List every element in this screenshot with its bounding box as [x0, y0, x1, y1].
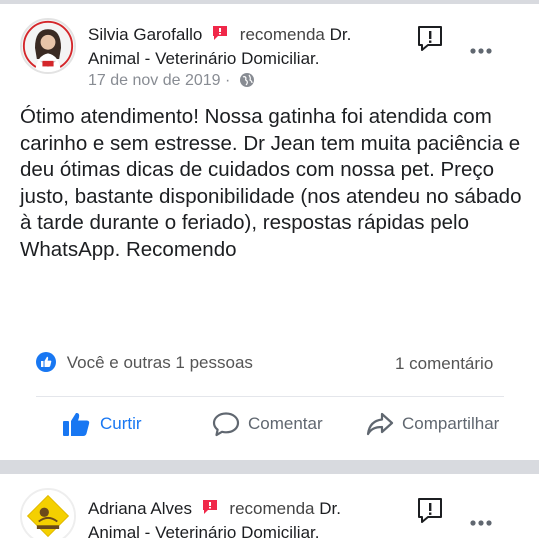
- report-flag-icon-2[interactable]: [416, 496, 444, 524]
- share-arrow-icon: [366, 411, 394, 437]
- recommend-icon-2: [201, 498, 219, 522]
- globe-icon: [239, 72, 255, 93]
- author-avatar[interactable]: [20, 18, 76, 74]
- page-name-part2[interactable]: Animal - Veterinário Domiciliar.: [88, 49, 320, 68]
- avatar-image-2: [22, 490, 74, 538]
- post-meta: [88, 72, 255, 93]
- section-divider: [0, 460, 539, 474]
- actions-divider: [36, 396, 504, 397]
- author-name[interactable]: Silvia Garofallo: [88, 25, 203, 44]
- comment-label: Comentar: [248, 414, 323, 433]
- post-header-line2: [88, 48, 319, 70]
- reactions-summary[interactable]: [36, 352, 253, 373]
- more-options-icon-2[interactable]: [470, 514, 492, 522]
- like-thumb-icon: [62, 411, 92, 437]
- reactions-text: Você e outras 1 pessoas: [66, 353, 253, 372]
- share-button[interactable]: [366, 409, 499, 439]
- post-card-2: [0, 474, 539, 538]
- post-card: [0, 4, 539, 460]
- page-name-2-part1[interactable]: Dr.: [319, 499, 341, 518]
- comment-bubble-icon: [212, 411, 240, 437]
- like-reaction-icon: [36, 352, 56, 372]
- more-options-icon[interactable]: [470, 42, 492, 50]
- share-label: Compartilhar: [402, 414, 500, 433]
- like-label: Curtir: [100, 414, 142, 433]
- recommend-word: recomenda: [239, 25, 325, 44]
- post-body-text: Ótimo atendimento! Nossa gatinha foi atendida com carinho e sem estresse. Dr Jean tem muita paciência e deu ótimas dicas de cuidados com nossa pet. Preço justo, bastante disponibilidade (nos atendeu no sábado à tarde durante o feriado), respostas rápidas pelo WhatsApp. Recomendo: [20, 105, 522, 261]
- recommend-word-2: recomenda: [229, 499, 315, 518]
- comments-count[interactable]: 1 comentário: [395, 354, 494, 373]
- avatar-image: [22, 20, 74, 72]
- post2-header-line2: [88, 522, 319, 538]
- report-flag-icon[interactable]: [416, 24, 444, 52]
- author-avatar-2[interactable]: [20, 488, 76, 538]
- author-name-2[interactable]: Adriana Alves: [88, 499, 192, 518]
- like-button[interactable]: [62, 409, 142, 439]
- post-date[interactable]: 17 de nov de 2019 ·: [88, 72, 231, 89]
- post2-header-line1: [88, 498, 341, 522]
- comment-button[interactable]: [212, 409, 323, 439]
- post-header-line1: [88, 24, 351, 48]
- recommend-icon: [211, 24, 229, 48]
- page-name-2-part2[interactable]: Animal - Veterinário Domiciliar.: [88, 523, 320, 538]
- page-name-part1[interactable]: Dr.: [329, 25, 352, 44]
